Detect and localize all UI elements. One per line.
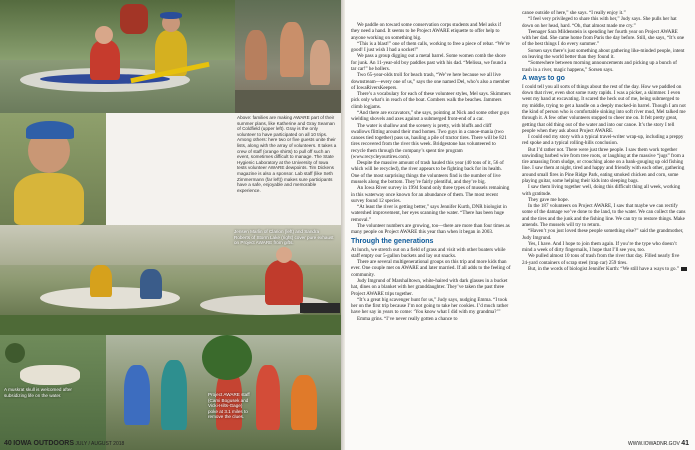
left-page-number: 40 bbox=[4, 440, 12, 447]
paragraph: There’s a vocabulary for each of these volunteer styles, Mel says. Skimmers pick only what’s in reach of the boat. Combers walk the beaches. Jammers climb logjams. bbox=[351, 91, 511, 110]
paragraph: Yes, I have. And I hope to join them again. If you’re the type who doesn’t mind a week of dirty fingernails, I hope that I’ll see you, too. bbox=[522, 240, 677, 254]
paragraph: We pass a group digging out a metal barrel. Some women comb the shore for junk. An 11-year-old boy paddles past with his dad. “Melissa, we found a tar car!” he hollers. bbox=[351, 53, 507, 72]
photo-canoe-family bbox=[0, 0, 235, 113]
paragraph: “Somewhere between morning announcements and picking up a bunch of trash in a river, magic happens,” Sorsen says. bbox=[522, 60, 677, 73]
paragraph: Two 65-year-olds troll for beach trash, “We’ve here because we all live downstream—every one of us,” says the one named Del, who’s also a member of IowaRiversKeepers. bbox=[351, 72, 510, 91]
paragraph: I saw them living together well, doing this difficult thing all week, working with gratitude. bbox=[522, 184, 681, 197]
paragraph: “Haven’t you just loved these people something else?” said the grandmother, Judy Imgrund. bbox=[522, 228, 684, 241]
side-caption-box bbox=[234, 113, 341, 225]
paragraph: We paddle on toward some conservation corps students and Mel asks if they need a hand. It seems to be Project AWARE etiquette to offer help to anyone working on something big. bbox=[351, 22, 502, 41]
right-page bbox=[345, 0, 695, 450]
right-folio bbox=[628, 440, 689, 447]
paragraph: “This is a blast!” one of them calls, working to free a piece of rebar. “We’re good! I just wish I had a socket!” bbox=[351, 40, 510, 54]
article-column-2 bbox=[522, 10, 687, 272]
paragraph: canoe outside of here,” she says. “I really enjoy it.” bbox=[522, 10, 626, 16]
paragraph: The volunteer numbers are growing, too—there are more than four times as many people on Project AWARE this year than when it began in 2003. bbox=[351, 223, 510, 236]
paragraph: The water is shallow and the scenery is pretty, with bluffs and cliff swallows flitting around their mud homes. Two guys in a canoe-mania (two canoes tied together) pass us, hauling a pile of tractor tires. There will be 821 tires recovered from the river this week. Bridgestone has volunteered to recycle them through the company’s spent tire program (www.recycleyourtires.com). bbox=[351, 122, 507, 160]
issue-date: JULY / AUGUST 2018 bbox=[75, 441, 125, 447]
paragraph: “And there are excavators,” she says, pointing at Nick and some other guys wielding shovels and axes against a submerged front-end of a car. bbox=[351, 109, 510, 123]
closing-quote: But, in the words of biologist Jennifer Kurth: “We still have a ways to go.” bbox=[528, 265, 679, 272]
paragraph: Despite the massive amount of trash hauled this year (40 tons of it, 56 of which will be recycled), the river appears to be fighting back for its health. One of the most surprising things the volunteers find is the number of live mussels along the bottom. They’re fairly plentiful, and they’re big. bbox=[351, 160, 504, 186]
center-caption: Jensen Marlin of Clarion (left) and Sandra Roberts of Storm Lake (right) cover pure exhaust on Project AWARE from gifts. bbox=[234, 229, 334, 246]
paragraph: “It’s a great big scavenger hunt for us,” Judy says, nudging Emma. “I took her on the first trip because I’m not going to take her cookies. I’d much rather have her say in years to come: ‘You know what I did with my grandma?’” bbox=[351, 296, 509, 316]
article-column-1 bbox=[351, 22, 511, 322]
paragraph: “I feel very privileged to share this with her,” Judy says. She pulls her hat down on her head, hard. “Oh, that almost made me cry.” bbox=[522, 16, 677, 29]
paragraph: Teenager Sara Mildenstein is spending her fourth year on Project AWARE with her dad. She came home from Paris the day before. Still, she says, “It’s one of the best things I do every summer.” bbox=[522, 28, 685, 48]
left-folio bbox=[4, 440, 124, 447]
side-caption: Above: families are making AWARE part of their summer plans, like Katherine and Gray Seaman of Coldfield (upper left). Gray is the only volunteer to have participated on all 10 trips. Among others: here two or five guests unite their lists, along with the array of volunteers. It takes a crew of staff (orange shirts) to pull off such an event, sometimes difficult to manage. The State Hygienic Laboratory at the University of Iowa tests volunteer AWARE dewpoints. Tim Dickens magazine is also a sponsor. Lab staff (like Seth Zimmermann (far left)) makes sure participants have a safe, enjoyable and memorable experience. bbox=[237, 115, 337, 193]
paragraph: At lunch, we stretch out on a field of grass and visit with other boaters while staff empty our 5-gallon buckets and lay out snacks. bbox=[351, 246, 506, 259]
paragraph: Judy Imgrund of Marshalltown, white-haired with dark glasses in a bucket hat, dines on a blanket with her granddaughter. They’ve taken the past three Project AWARE trips together. bbox=[351, 277, 508, 297]
paragraph: I could end my story with a typical travel-writer wrap-up, including a preppy red spoke and a typical rolling-hills conclusion. bbox=[522, 134, 684, 147]
magazine-name: IOWA OUTDOORS bbox=[13, 440, 74, 447]
end-mark-icon bbox=[681, 267, 687, 271]
paragraph: But I’d rather not. There were just three people. I saw them work together unwinding barbed wire from tree roots, or laughing at the massive “jugs” from a tire amassing from sludge, or crouching alone on a bank-gouging up old fishing line. I saw them at night, tired and happy and friendly with each other, gathering around small fires in Pine Ridge Park, eating smoked chicken and corn, some playing guitar, some helping their kids into sleeping bags. bbox=[522, 146, 685, 185]
right-page-number: 41 bbox=[681, 440, 689, 447]
photo-volunteer-portrait bbox=[0, 113, 106, 225]
photo-river-workers bbox=[235, 0, 341, 113]
paragraph: We pulled almost 10 tons of trash from the river that day. Filled nearly five 24-yard containers of scrap steel (trap car) 259 tires. bbox=[522, 253, 680, 266]
paragraph: Sorsen says there’s just something about gathering like-minded people, intent on leaving the world better than they found it. bbox=[522, 47, 685, 60]
paragraph: I could tell you all sorts of things about the rest of the day. How we paddled on down that river, even shot some rusty rapids. I was a picker, a skimmer. I even went my hand at excavating. It scared the heck out of me, being submerged to my middle, trying to get a handle on a deeply mucked-in barrel. Though I am not the kind of person who is comfortable sinking into soft river mud, Mel talked me through it. A few other volunteers stopped to cheer me on. It felt pretty great, getting that old thing out of the water and into our canoe. It’s the story I tell people when they ask about Project AWARE. bbox=[522, 83, 686, 134]
paragraph: In the 187 volunteers on Project AWARE, I saw that maybe we can rectify some of the damage we’ve done to the land, to the water. We can collect the cans and the tires and the junk and the fishing line. We can try to restore things. Make amends. The mussels will try to return. bbox=[522, 203, 686, 228]
section-heading-generations: Through the generations bbox=[351, 237, 434, 245]
paragraph: An Iowa River survey in 1994 found only three types of mussels remaining in this waterway once known for an abundance of them. The most recent survey found 12 species. bbox=[351, 185, 510, 204]
left-page bbox=[0, 0, 341, 450]
paragraph: Emma grins. “I’ve never really gotten a chance to bbox=[357, 315, 458, 322]
paragraph bbox=[522, 266, 687, 272]
paragraph: “At least the river is getting better,” says Jennifer Kurth, DNR biologist in watershed improvement, her eyes scanning the water. “There has been huge removal.” bbox=[351, 204, 507, 223]
paragraph: They gave me hope. bbox=[528, 196, 569, 203]
website: WWW.IOWADNR.GOV bbox=[628, 441, 680, 447]
bottom-right-caption: Project AWARE staff (Cami Bogusek and Vicki-Hilts-Gage) poke at 3.1 miles to remove the clues. bbox=[208, 392, 250, 420]
bottom-left-caption: A muskrat skull is welcomed after subsidizing life on the water. bbox=[4, 387, 72, 398]
paragraph: There are several multigenerational groups on this trip and more kids than ever. One couple met on AWARE and later married. If all adds to the feeling of community. bbox=[351, 259, 511, 278]
section-heading-ways-to-go: A ways to go bbox=[522, 74, 565, 82]
